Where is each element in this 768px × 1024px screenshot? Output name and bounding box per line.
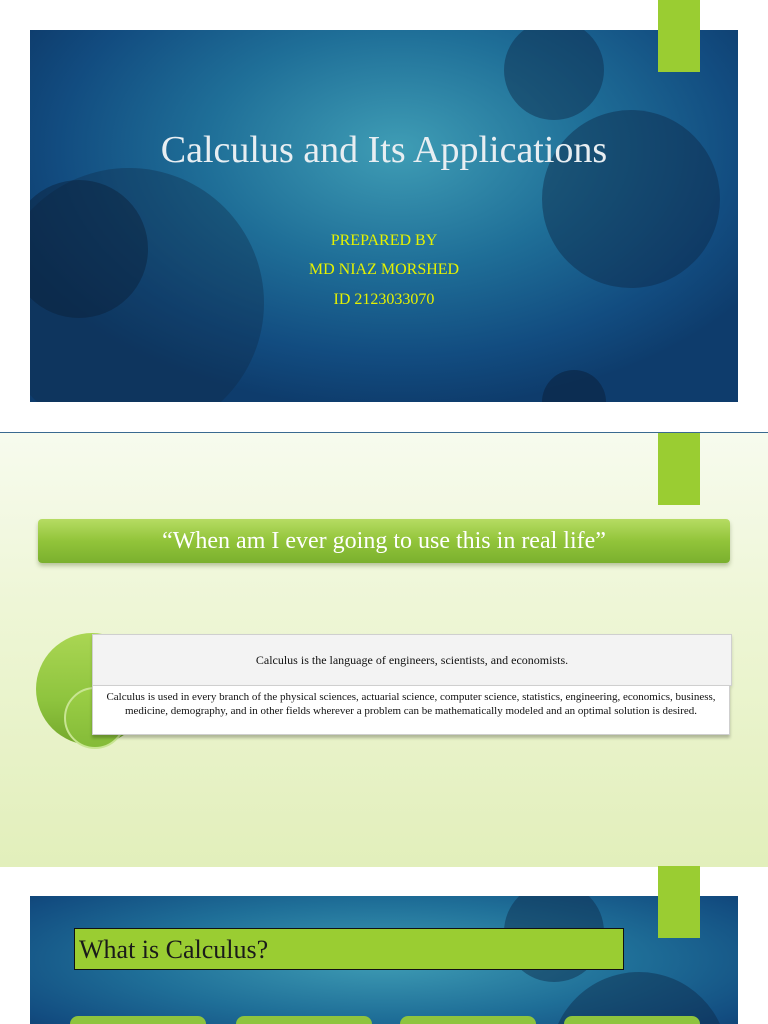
green-accent-tab [658,0,700,72]
definition-slide [30,896,738,1024]
quote-slide [0,432,768,867]
slide-title: Calculus and Its Applications [160,129,608,171]
green-accent-tab [658,433,700,505]
content-pill [70,1016,206,1024]
content-pill [564,1016,700,1024]
author-id: ID 2123033070 [333,291,435,308]
author-name: MD NIAZ MORSHED [308,261,460,278]
point-box: Calculus is the language of engineers, scientists, and economists. [92,634,732,686]
decorative-circle [542,370,606,402]
content-pill [236,1016,372,1024]
title-slide [30,30,738,402]
point-box: Calculus is used in every branch of the physical sciences, actuarial science, computer science, statistics, engineering, economics, business, medicine, demography, and in other fields wherever a problem can be mathematically modeled and an optimal solution is desired. [92,685,730,735]
content-pill [400,1016,536,1024]
decorative-circle [504,30,604,120]
slide-title: What is Calculus? [74,928,624,970]
green-accent-tab [658,866,700,938]
quote-banner: “When am I ever going to use this in real life” [38,519,730,563]
prepared-by-label: PREPARED BY [330,232,438,249]
